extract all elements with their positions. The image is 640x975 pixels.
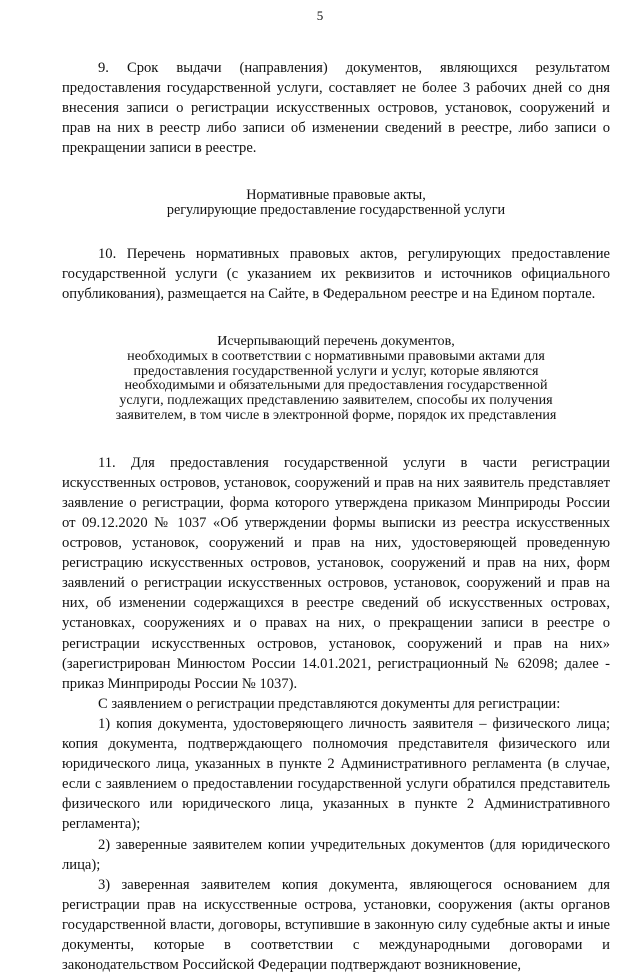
heading-normative-acts-line-1: Нормативные правовые акты, [246, 187, 426, 204]
heading-documents-line-6: заявителем, в том числе в электронной форме, порядок их представления [115, 406, 557, 423]
heading-documents-line-4: необходимыми и обязательными для предоставления государственной [124, 377, 548, 394]
heading-normative-acts [62, 188, 610, 217]
document-body [62, 58, 610, 975]
heading-documents-line-1: Исчерпывающий перечень документов, [217, 332, 455, 349]
page-number: 5 [316, 8, 324, 23]
heading-documents-line-3: предоставления государственной услуги и услуг, которые являются [133, 362, 539, 379]
paragraph-11: 11. Для предоставления государственной услуги в части регистрации искусственных островов, установок, сооружений и прав на них заявитель представляет заявление о регистрации, форма которого утверждена приказом Минприроды России от 09.12.2020 № 1037 «Об утверждении формы выписки из реестра искусственных островов, установок, сооружений и прав на них, удостоверяющей проведенную регистрацию искусственных островов, установок, сооружений и прав на них, форм заявлений о регистрации искусственных островов, установок, сооружений и прав на них, об изменении содержащихся в реестре сведений об искусственных островах, установках, сооружениях и о правах на них, о прекращении записи в реестре о регистрации искусственных островов, установок, сооружений и прав на них» (зарегистрирован Минюстом России 14.01.2021, регистрационный № 62098; далее - приказ Минприроды России № 1037). [62, 454, 610, 692]
paragraph-9: 9. Срок выдачи (направления) документов, являющихся результатом предоставления государственной услуги, составляет не более 3 рабочих дней со дня внесения записи о регистрации искусственных островов, установок, сооружений и прав на них в реестр либо записи об изменении сведений в реестре, либо записи о прекращении записи в реестре. [62, 60, 610, 157]
documents-list [62, 714, 610, 975]
heading-normative-acts-line-2: регулирующие предоставление государственной услуги [166, 202, 506, 219]
paragraph-11-intro: С заявлением о регистрации представляются документы для регистрации: [98, 695, 561, 712]
heading-documents-list [62, 334, 610, 423]
list-item-1: 1) копия документа, удостоверяющего личность заявителя – физического лица; копия документа, подтверждающего полномочия представителя физического или юридического лица, указанных в пункте 2 Административного регламента (в случае, если с заявлением о предоставлении государственной услуги обратился представитель физического или юридического лица, указанных в пункте 2 Административного регламента); [62, 715, 610, 833]
list-item-3: 3) заверенная заявителем копия документа, являющегося основанием для регистрации прав на искусственные острова, установки, сооружения (акты органов государственной власти, договоры, вступившие в законную силу судебные акты и иные документы, которые в соответствии с международными договорами и законодательством Российской Федерации подтверждают возникновение, [62, 876, 610, 974]
list-item-2: 2) заверенные заявителем копии учредительных документов (для юридического лица); [62, 836, 610, 873]
heading-documents-line-5: услуги, подлежащих представлению заявителем, способы их получения [119, 392, 553, 409]
heading-documents-line-2: необходимых в соответствии с нормативными правовыми актами для [127, 347, 545, 364]
paragraph-10: 10. Перечень нормативных правовых актов, регулирующих предоставление государственной услуги (с указанием их реквизитов и источников официального опубликования), размещается на Сайте, в Федеральном реестре и на Едином портале. [62, 245, 610, 302]
